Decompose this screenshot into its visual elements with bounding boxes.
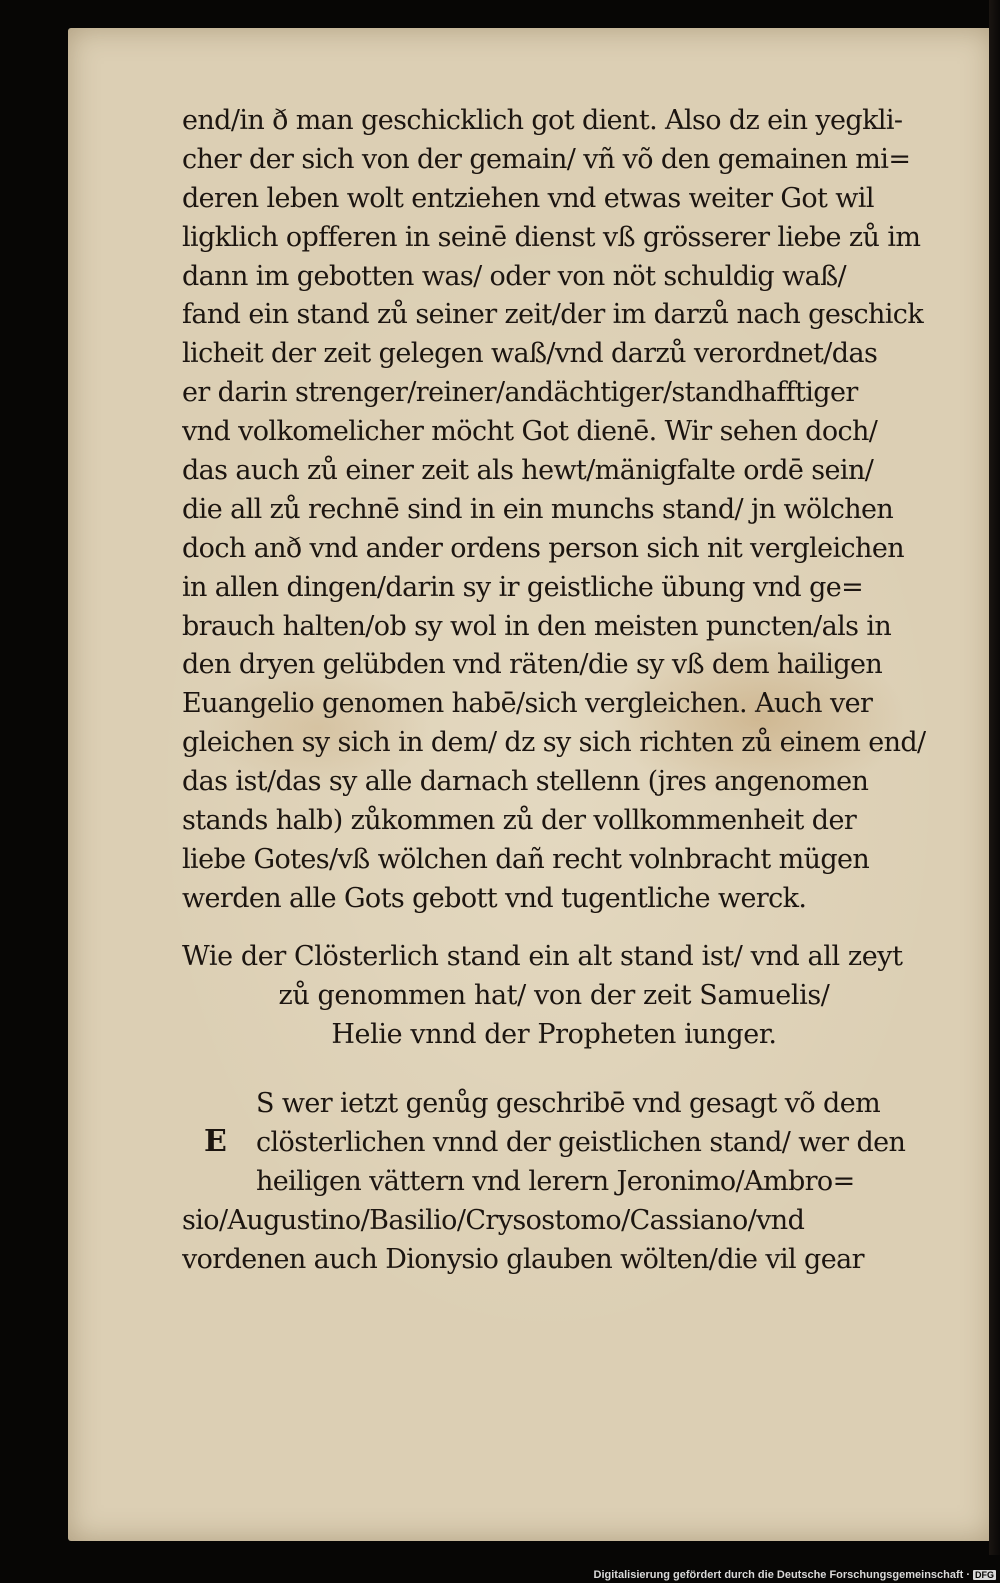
text-line: er darin strenger/reiner/andächtiger/standhafftiger	[182, 377, 858, 409]
footer-text: Digitalisierung gefördert durch die Deutsche Forschungsgemeinschaft	[593, 1569, 964, 1581]
text-line: licheit der zeit gelegen waß/vnd darzů verordnet/das	[182, 338, 878, 370]
text-line: deren leben wolt entziehen vnd etwas weiter Got wil	[182, 182, 874, 214]
text-line: stands halb) zůkommen zů der vollkommenheit der	[182, 805, 857, 837]
text-line: doch anð vnd ander ordens person sich nit vergleichen	[182, 532, 904, 564]
text-line: die all zů rechnē sind in ein munchs stand/ jn wölchen	[182, 493, 894, 525]
text-line: das ist/das sy alle darnach stellenn (jres angenomen	[182, 766, 869, 798]
text-line: brauch halten/ob sy wol in den meisten puncten/als in	[182, 610, 892, 642]
main-text	[182, 102, 926, 919]
text-line: das auch zů einer zeit als hewt/mänigfalte ordē sein/	[182, 455, 874, 487]
text-line: werden alle Gots gebott vnd tugentliche werck.	[182, 882, 807, 914]
funding-footer: Digitalisierung gefördert durch die Deutsche Forschungsgemeinschaft · DFG	[593, 1569, 994, 1581]
text-line: fand ein stand zů seiner zeit/der im darzů nach geschick	[182, 299, 924, 331]
heading-line: Helie vnnd der Propheten iunger.	[331, 1018, 777, 1050]
dfg-logo: DFG	[975, 1570, 994, 1580]
text-line: clösterlichen vnnd der geistlichen stand/ wer den	[256, 1127, 906, 1158]
heading-line: zů genommen hat/ von der zeit Samuelis/	[278, 979, 830, 1011]
text-line: dann im gebotten was/ oder von nöt schuldig waß/	[182, 260, 847, 292]
text-line: ligklich opfferen in seinē dienst vß grösserer liebe zů im	[182, 221, 921, 253]
initial-letter: E	[204, 1124, 227, 1159]
page-edge	[989, 0, 1000, 1555]
text-line: sio/Augustino/Basilio/Crysostomo/Cassiano/vnd	[182, 1205, 805, 1236]
text-line: Euangelio genomen habē/sich vergleichen. Auch ver	[182, 688, 873, 720]
text-line: heiligen vättern vnd lerern Jeronimo/Ambro=	[256, 1166, 855, 1197]
section-text	[182, 1084, 926, 1279]
text-line: liebe Gotes/vß wölchen dañ recht volnbracht mügen	[182, 843, 870, 875]
text-line: cher der sich von der gemain/ vñ võ den gemainen mi=	[182, 143, 911, 175]
text-line: gleichen sy sich in dem/ dz sy sich richten zů einem end/	[182, 727, 926, 759]
text-line: S wer ietzt genůg geschribē vnd gesagt võ dem	[256, 1088, 881, 1119]
heading-line: Wie der Clösterlich stand ein alt stand ist/ vnd all zeyt	[182, 941, 903, 972]
text-line: vnd volkomelicher möcht Got dienē. Wir sehen doch/	[182, 416, 878, 448]
text-line: in allen dingen/darin sy ir geistliche übung vnd ge=	[182, 571, 864, 603]
chapter-heading	[182, 938, 926, 1055]
text-line: vordenen auch Dionysio glauben wölten/die vil gear	[182, 1244, 864, 1275]
text-line: den dryen gelübden vnd räten/die sy vß dem hailigen	[182, 649, 883, 681]
text-line: end/in ð man geschicklich got dient. Also dz ein yegkli-	[182, 105, 903, 136]
